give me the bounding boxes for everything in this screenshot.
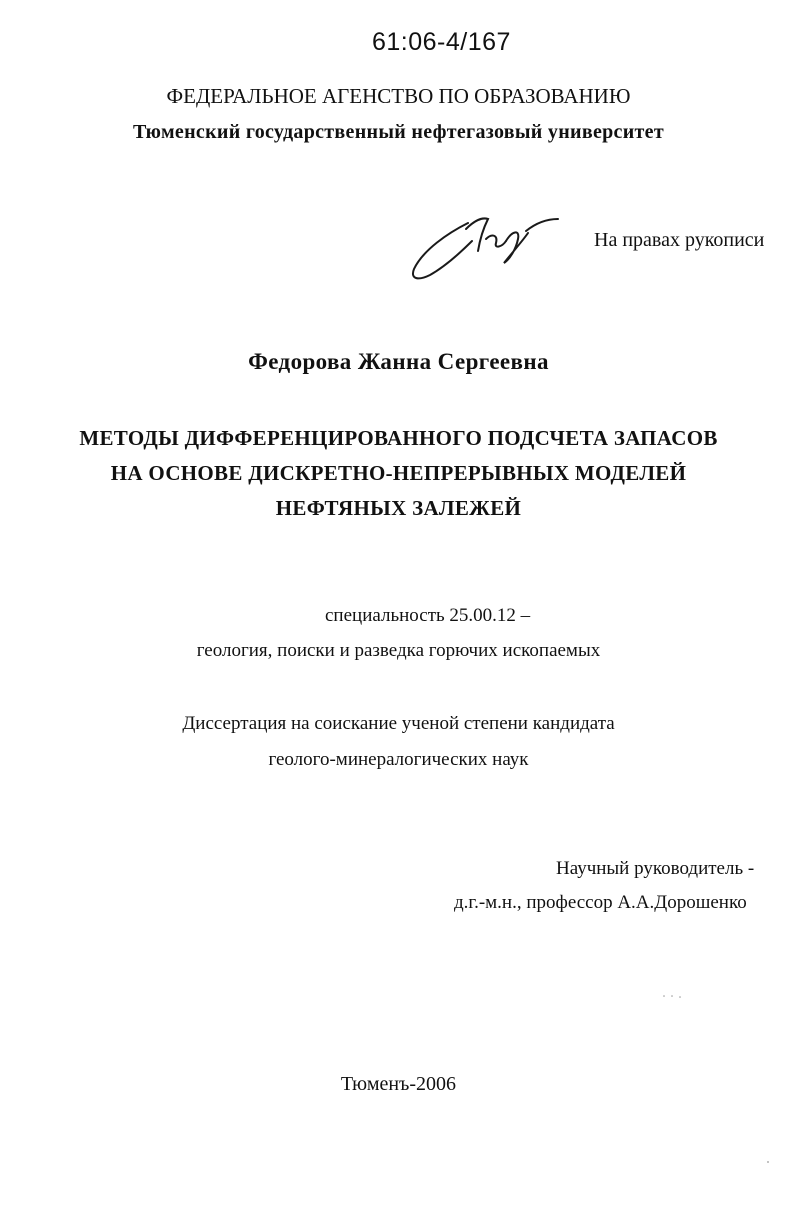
degree-field: геолого-минералогических наук bbox=[268, 749, 529, 770]
thesis-title-line: МЕТОДЫ ДИФФЕРЕНЦИРОВАННОГО ПОДСЧЕТА ЗАПАСОВ bbox=[79, 426, 718, 450]
supervisor-label: Научный руководитель - bbox=[556, 858, 755, 879]
specialty-code: специальность 25.00.12 – bbox=[325, 605, 531, 626]
university-name: Тюменский государственный нефтегазовый университет bbox=[133, 121, 664, 143]
author-signature bbox=[408, 205, 568, 285]
thesis-title-line: НЕФТЯНЫХ ЗАЛЕЖЕЙ bbox=[275, 496, 522, 520]
thesis-title-line: НА ОСНОВЕ ДИСКРЕТНО-НЕПРЕРЫВНЫХ МОДЕЛЕЙ bbox=[110, 461, 687, 485]
agency-name: ФЕДЕРАЛЬНОЕ АГЕНСТВО ПО ОБРАЗОВАНИЮ bbox=[166, 84, 631, 108]
manuscript-rights-note: На правах рукописи bbox=[594, 229, 765, 251]
degree-statement: Диссертация на соискание ученой степени кандидата bbox=[182, 713, 615, 734]
author-name: Федорова Жанна Сергеевна bbox=[248, 349, 549, 374]
city-year: Тюменъ-2006 bbox=[340, 1073, 457, 1095]
catalog-code: 61:06-4/167 bbox=[372, 28, 511, 56]
specialty-name: геология, поиски и разведка горючих ископаемых bbox=[196, 640, 601, 661]
supervisor-name: д.г.-м.н., профессор А.А.Дорошенко bbox=[454, 892, 747, 913]
